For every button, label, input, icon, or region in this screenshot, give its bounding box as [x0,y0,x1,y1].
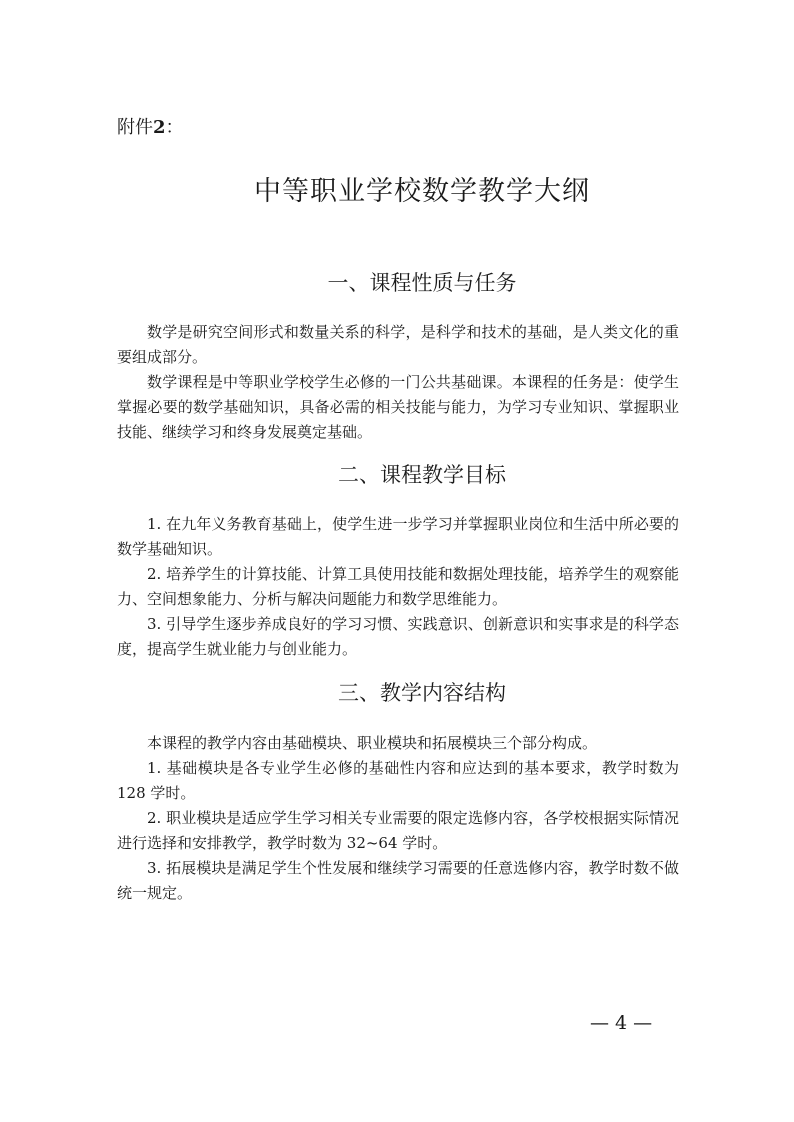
section-heading-1: 一、课程性质与任务 [327,271,517,295]
section-3-paragraph-4: 3. 拓展模块是满足学生个性发展和继续学习需要的任意选修内容，教学时数不做统一规定。 [117,859,679,902]
section-2-paragraph-2: 2. 培养学生的计算技能、计算工具使用技能和数据处理技能，培养学生的观察能力、空间想象能力、分析与解决问题能力和数学思维能力。 [117,565,679,608]
section-heading-3: 三、教学内容结构 [338,681,506,705]
section-2-paragraph-1: 1. 在九年义务教育基础上，使学生进一步学习并掌握职业岗位和生活中所必要的数学基础知识。 [117,515,679,558]
section-3-paragraph-2: 1. 基础模块是各专业学生必修的基础性内容和应达到的基本要求，教学时数为 128 学时。 [117,759,679,802]
section-3-paragraph-3: 2. 职业模块是适应学生学习相关专业需要的限定选修内容，各学校根据实际情况进行选择和安排教学，教学时数为 32~64 学时。 [117,809,679,852]
attachment-suffix: ： [165,117,184,138]
section-3-paragraph-1: 本课程的教学内容由基础模块、职业模块和拓展模块三个部分构成。 [147,734,598,752]
section-heading-2: 二、课程教学目标 [338,463,506,487]
page-number: — 4 — [590,1012,653,1034]
section-2-paragraph-3: 3. 引导学生逐步养成良好的学习习惯、实践意识、创新意识和实事求是的科学态度，提高学生就业能力与创业能力。 [117,615,679,658]
attachment-prefix: 附件 [117,117,153,138]
section-1-paragraph-1: 数学是研究空间形式和数量关系的科学，是科学和技术的基础，是人类文化的重要组成部分。 [117,323,679,366]
document-title: 中等职业学校数学教学大纲 [254,176,590,207]
attachment-number: 2 [153,117,166,138]
attachment-label [117,116,184,140]
section-1-paragraph-2: 数学课程是中等职业学校学生必修的一门公共基础课。本课程的任务是：使学生掌握必要的数学基础知识，具备必需的相关技能与能力，为学习专业知识、掌握职业技能、继续学习和终身发展奠定基础。 [117,373,679,441]
